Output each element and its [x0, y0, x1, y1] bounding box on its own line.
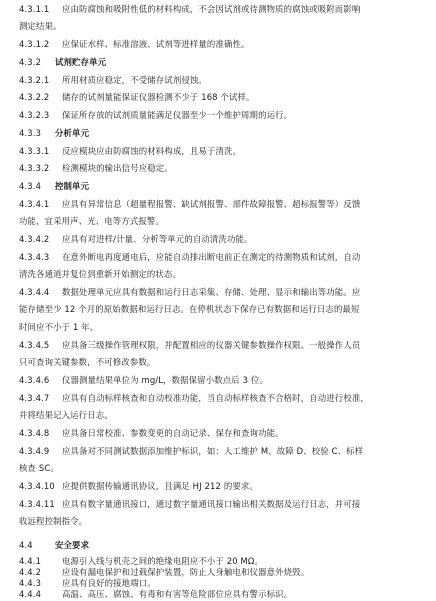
clause-text: 能存储至少 12 个月的原始数据和运行日志。在停机状态下保存已有数据和运行日志的最短 [19, 304, 360, 314]
section-number: 4.4 [19, 540, 33, 550]
clause-continuation [19, 410, 424, 421]
clause-4-3-3-2 [19, 163, 424, 174]
clause-number: 4.3.4.8 [19, 428, 50, 438]
clause-4-3-4-10 [19, 481, 424, 492]
section-heading-4-3-2 [19, 57, 424, 68]
clause-4-3-1-2 [19, 39, 424, 50]
clause-continuation [19, 216, 424, 227]
clause-text: 应由防腐蚀和吸附性低的材料构成，不会因试剂或待测物质的腐蚀或吸附而影响 [62, 4, 361, 14]
clause-text: 应具备日常校准、参数变更的自动记录、保存和查询功能。 [62, 428, 284, 438]
clause-4-3-2-1 [19, 75, 424, 86]
clause-number: 4.3.4.3 [19, 252, 50, 262]
clause-4-4-1 [19, 556, 424, 567]
clause-text: 并将结果记入运行日志。 [19, 410, 113, 420]
clause-number: 4.3.2.2 [19, 92, 50, 102]
clause-number: 4.3.1.2 [19, 39, 50, 49]
section-title: 分析单元 [55, 128, 90, 138]
clause-text: 应具备三级操作管理权限，并配置相应的仪器关键参数操作权限。一般操作人员 [62, 340, 361, 350]
clause-4-3-4-11 [19, 499, 424, 510]
clause-continuation [19, 322, 424, 333]
clause-text: 储存的试剂量能保证仪器检测不少于 168 个试样。 [62, 92, 255, 102]
clause-continuation [19, 304, 424, 315]
clause-4-3-4-9 [19, 446, 424, 457]
clause-continuation [19, 516, 424, 527]
clause-text: 只可查询关键参数，不可修改参数。 [19, 357, 156, 367]
clause-text: 应提供数据传输通讯协议，且满足 HJ 212 的要求。 [62, 481, 258, 491]
clause-4-3-4-5 [19, 340, 424, 351]
clause-number: 4.3.2.1 [19, 75, 50, 85]
clause-text: 所用材质应稳定，不受储存试剂侵蚀。 [62, 75, 207, 85]
clause-text: 收远程控制指令。 [19, 516, 88, 526]
section-number: 4.3.4 [19, 181, 42, 191]
clause-text: 应具有对进样/计量、分析等单元的自动清洗功能。 [62, 234, 253, 244]
clause-number: 4.3.4.9 [19, 446, 50, 456]
clause-number: 4.4.4 [19, 589, 42, 599]
clause-4-3-4-1 [19, 199, 424, 210]
clause-text: 清洗各通道并复位到重新开始测定的状态。 [19, 269, 181, 279]
clause-text: 应设有漏电保护和过载保护装置，防止人身触电和仪器意外烧毁。 [62, 567, 310, 577]
clause-number: 4.4.3 [19, 578, 42, 588]
clause-4-3-4-4 [19, 287, 424, 298]
clause-text: 应保证水样、标准溶液、试剂等进样量的准确性。 [62, 39, 250, 49]
clause-text: 在意外断电再度通电后，应能自动排出断电前正在测定的待测物质和试剂，自动 [62, 252, 361, 262]
clause-text: 电源引入线与机壳之间的绝缘电阻应不小于 20 MΩ。 [62, 556, 264, 566]
clause-text: 时间应不小于 1 年。 [19, 322, 99, 332]
clause-text: 保证所存放的试剂质量能满足仪器至少一个维护周期的运行。 [62, 110, 293, 120]
clause-number: 4.3.4.11 [19, 499, 55, 509]
clause-text: 测定结果。 [19, 21, 62, 31]
clause-text: 应具有自动标样核查和自动校准功能，当自动标样核查不合格时，自动进行校准， [62, 393, 369, 403]
clause-number: 4.3.4.5 [19, 340, 50, 350]
clause-4-3-4-8 [19, 428, 424, 439]
clause-continuation [19, 21, 424, 32]
clause-number: 4.3.4.10 [19, 481, 55, 491]
clause-text: 应具有良好的接地端口。 [62, 578, 156, 588]
clause-text: 仪器测量结果单位为 mg/L，数据保留小数点后 3 位。 [62, 375, 268, 385]
section-title: 安全要求 [55, 540, 90, 550]
clause-number: 4.3.4.6 [19, 375, 50, 385]
clause-continuation [19, 357, 424, 368]
clause-4-4-4 [19, 589, 424, 600]
clause-number: 4.3.4.4 [19, 287, 50, 297]
clause-text: 应具备对不同测试数据添加维护标识，如：人工维护 M、故障 D、校验 C、标样 [62, 446, 364, 456]
clause-number: 4.3.4.1 [19, 199, 50, 209]
clause-continuation [19, 269, 424, 280]
clause-text: 检测模块的输出信号应稳定。 [62, 163, 173, 173]
clause-4-4-3 [19, 578, 424, 589]
clause-number: 4.3.1.1 [19, 4, 50, 14]
clause-continuation [19, 463, 424, 474]
clause-4-3-4-3 [19, 252, 424, 263]
clause-number: 4.4.1 [19, 556, 42, 566]
clause-4-3-4-6 [19, 375, 424, 386]
clause-number: 4.3.3.2 [19, 163, 50, 173]
section-title: 试剂贮存单元 [55, 57, 107, 67]
clause-4-3-4-7 [19, 393, 424, 404]
clause-text: 应具有异常信息（超量程报警、缺试剂报警、部件故障报警、超标报警等）反馈 [62, 199, 361, 209]
clause-4-3-2-2 [19, 92, 424, 103]
clause-number: 4.3.3.1 [19, 146, 50, 156]
clause-number: 4.3.2.3 [19, 110, 50, 120]
clause-4-3-3-1 [19, 146, 424, 157]
section-title: 控制单元 [55, 181, 90, 191]
clause-text: 核查 SC。 [19, 463, 59, 473]
clause-text: 高温、高压、腐蚀、有毒和有害等危险部位应具有警示标识。 [62, 589, 293, 599]
clause-4-3-1-1 [19, 4, 424, 15]
clause-number: 4.4.2 [19, 567, 42, 577]
clause-text: 反应模块应由防腐蚀的材料构成，且易于清洗。 [62, 146, 242, 156]
section-heading-4-4 [19, 540, 424, 551]
clause-number: 4.3.4.7 [19, 393, 50, 403]
section-heading-4-3-4 [19, 181, 424, 192]
section-number: 4.3.3 [19, 128, 42, 138]
clause-text: 应具有数字量通讯接口，通过数字量通讯接口输出相关数据及运行日志，并可接 [62, 499, 361, 509]
clause-4-3-4-2 [19, 234, 424, 245]
clause-number: 4.3.4.2 [19, 234, 50, 244]
clause-4-3-2-3 [19, 110, 424, 121]
section-heading-4-3-3 [19, 128, 424, 139]
clause-text: 数据处理单元应具有数据和运行日志采集、存储、处理、显示和输出等功能。应 [62, 287, 361, 297]
section-number: 4.3.2 [19, 57, 42, 67]
clause-text: 功能，宜采用声、光、电等方式报警。 [19, 216, 164, 226]
clause-4-4-2 [19, 567, 424, 578]
